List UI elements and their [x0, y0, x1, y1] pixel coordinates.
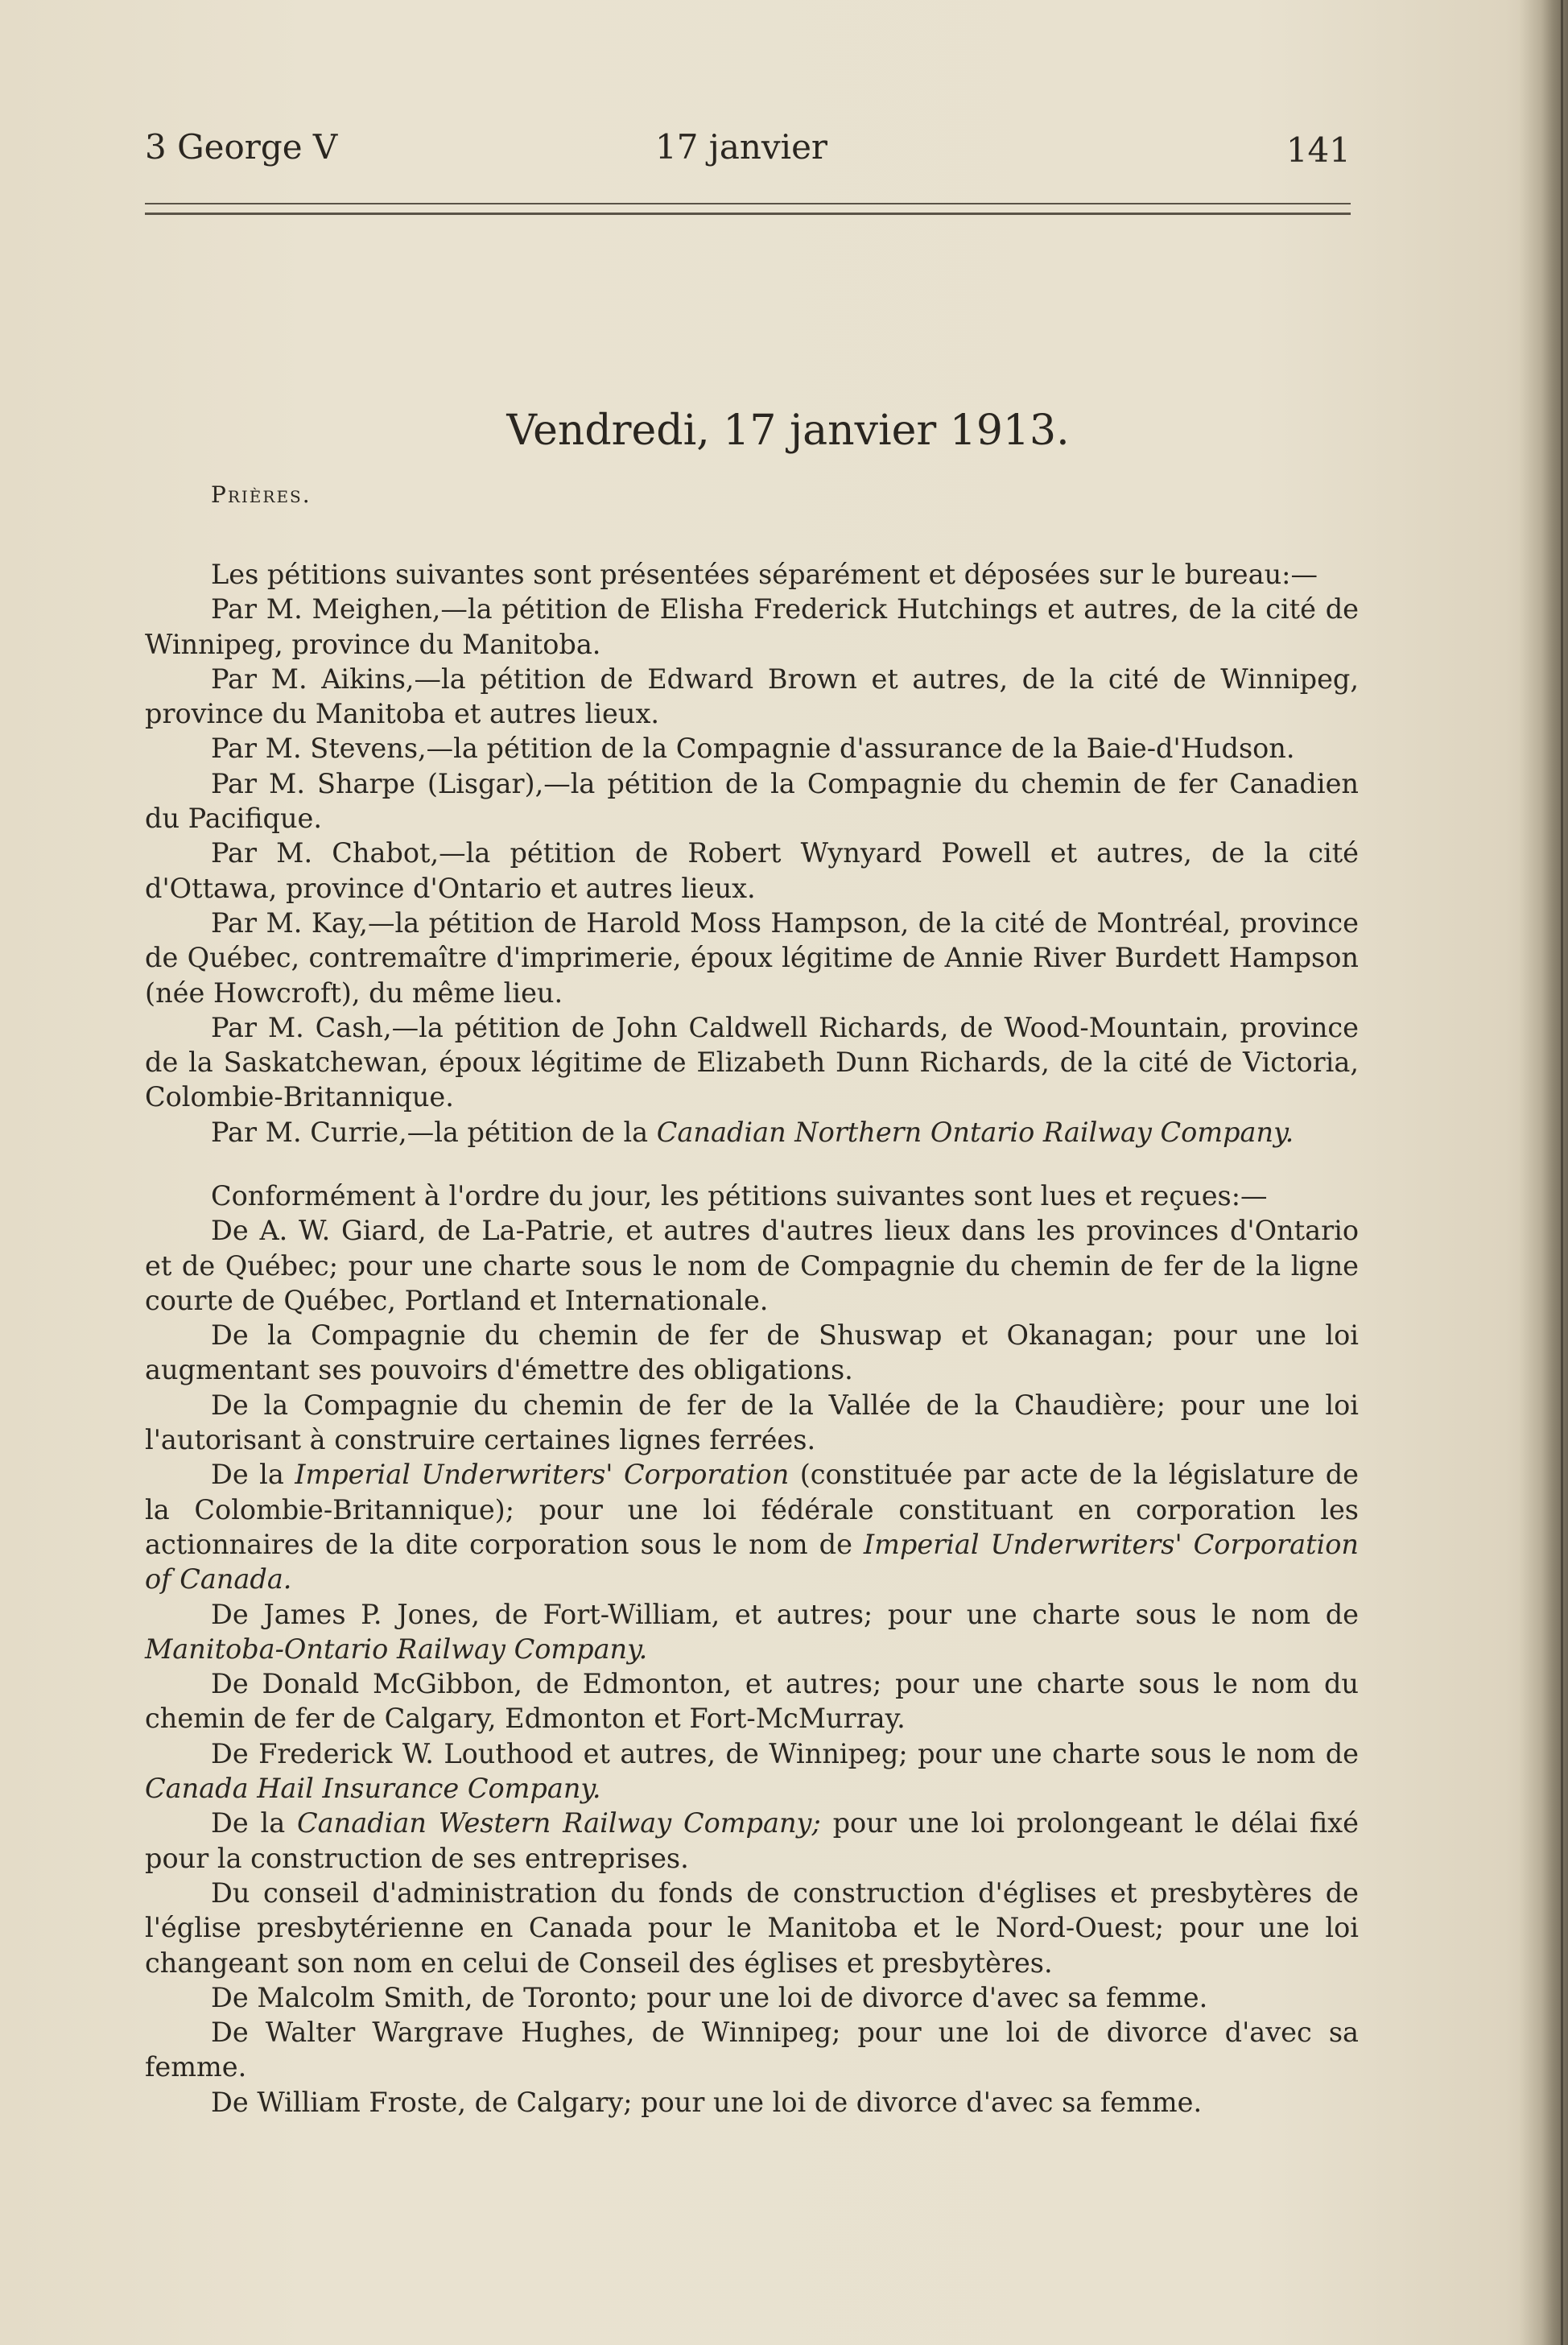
received-petition: De Walter Wargrave Hughes, de Winnipeg; pour une loi de divorce d'avec sa femme.: [145, 2017, 1359, 2083]
petition-item: Par M. Meighen,—la pétition de Elisha Frederick Hutchings et autres, de la cité de Winnipeg, province du Manitoba.: [145, 593, 1359, 660]
company-name: Imperial Underwriters' Corporation: [295, 1459, 790, 1491]
sitting-title: Vendredi, 17 janvier 1913.: [506, 407, 1070, 455]
petition-text: De James P. Jones, de Fort-William, et autres; pour une charte sous le nom de: [211, 1598, 1359, 1630]
received-petition: [145, 1806, 1359, 1876]
received-petition: [145, 1597, 1359, 1667]
petition-text: De Frederick W. Louthood et autres, de Winnipeg; pour une charte sous le nom de: [211, 1737, 1359, 1769]
received-petition: De Donald McGibbon, de Edmonton, et autres; pour une charte sous le nom du chemin de fer de Calgary, Edmonton et Fort-McMurray.: [145, 1668, 1359, 1735]
received-petition: De William Froste, de Calgary; pour une loi de divorce d'avec sa femme.: [211, 2086, 1203, 2118]
running-header: [145, 127, 1351, 175]
received-petition: De la Compagnie du chemin de fer de Shuswap et Okanagan; pour une loi augmentant ses pouvoirs d'émettre des obligations.: [145, 1319, 1359, 1386]
petition-text: De la: [211, 1807, 298, 1839]
petitions-presented-intro: Les pétitions suivantes sont présentées séparément et déposées sur le bureau:—: [211, 559, 1318, 590]
company-name: Manitoba-Ontario Railway Company.: [145, 1633, 648, 1665]
company-name: Canada Hail Insurance Company.: [145, 1773, 601, 1805]
petitions-received-section: [145, 1179, 1359, 2120]
company-name: Imperial Underwriters' Corporation of Canada.: [145, 1528, 1360, 1596]
received-petition: [145, 1736, 1359, 1806]
page-number: 141: [1285, 130, 1351, 170]
petition-item: Par M. Sharpe (Lisgar),—la pétition de la Compagnie du chemin de fer Canadien du Pacifique.: [145, 767, 1359, 835]
petition-text: pour une loi prolongeant le délai fixé pour la construction de ses entreprises.: [145, 1807, 1359, 1874]
header-rule-bottom: [145, 213, 1351, 215]
header-regnal-year: 3 George V: [145, 127, 338, 167]
header-rule-top: [145, 203, 1351, 204]
received-petition: De la Compagnie du chemin de fer de la Vallée de la Chaudière; pour une loi l'autorisant à construire certaines lignes ferrées.: [145, 1389, 1359, 1456]
petition-item: Par M. Aikins,—la pétition de Edward Brown et autres, de la cité de Winnipeg, province du Manitoba et autres lieux.: [145, 663, 1359, 730]
petition-item: [145, 1115, 1359, 1150]
received-petition: [145, 1457, 1359, 1596]
petitions-presented-section: [145, 557, 1359, 1150]
prayers-heading: Prières.: [211, 481, 312, 508]
received-petition: Du conseil d'administration du fonds de construction d'églises et presbytères de l'église presbytérienne en Canada pour le Manitoba et le Nord-Ouest; pour une loi changeant son nom en celui de Conseil des églises et presbytères.: [145, 1876, 1359, 1979]
header-date: 17 janvier: [655, 127, 827, 167]
received-petition: De Malcolm Smith, de Toronto; pour une loi de divorce d'avec sa femme.: [211, 1981, 1208, 2013]
petition-item: Par M. Stevens,—la pétition de la Compagnie d'assurance de la Baie-d'Hudson.: [211, 733, 1295, 765]
received-petition: De A. W. Giard, de La-Patrie, et autres d'autres lieux dans les provinces d'Ontario et de Québec; pour une charte sous le nom de Compagnie du chemin de fer de la ligne courte de Québec, Portland et Internationale.: [145, 1215, 1359, 1316]
petition-item: Par M. Cash,—la pétition de John Caldwell Richards, de Wood-Mountain, province de la Saskatchewan, époux légitime de Elizabeth Dunn Richards, de la cité de Victoria, Colombie-Britannique.: [145, 1011, 1359, 1113]
petition-item: Par M. Chabot,—la pétition de Robert Wynyard Powell et autres, de la cité d'Ottawa, province d'Ontario et autres lieux.: [145, 837, 1359, 904]
petition-item-text: Par M. Currie,—la pétition de la: [211, 1116, 657, 1148]
company-name: Canadian Northern Ontario Railway Company.: [656, 1116, 1294, 1148]
company-name: Canadian Western Railway Company;: [297, 1807, 821, 1839]
petition-text: (constituée par acte de la législature de la Colombie-Britannique); pour une loi fédérale constituant en corporation les actionnaires de la dite corporation sous le nom de: [145, 1459, 1359, 1560]
petitions-received-intro: Conformément à l'ordre du jour, les pétitions suivantes sont lues et reçues:—: [211, 1180, 1268, 1212]
petition-item: Par M. Kay,—la pétition de Harold Moss Hampson, de la cité de Montréal, province de Québec, contremaître d'imprimerie, époux légitime de Annie River Burdett Hampson (née Howcroft), du même lieu.: [145, 906, 1359, 1009]
petition-text: De la: [211, 1459, 295, 1491]
book-spine-edge: [1561, 0, 1563, 2345]
